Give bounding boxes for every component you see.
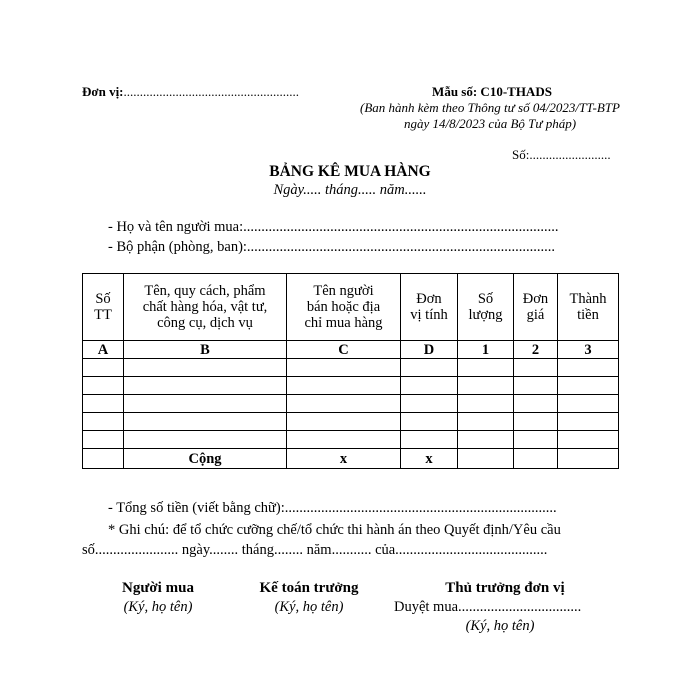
table-cell: [458, 359, 514, 377]
table-cell: [458, 431, 514, 449]
head-approve-line: Duyệt mua..................................: [394, 599, 582, 615]
total-row: [83, 449, 619, 469]
header-cell: Tên người bán hoặc địa chỉ mua hàng: [287, 274, 401, 341]
head-signature-sub: (Ký, họ tên): [465, 618, 535, 634]
total-in-words: - Tổng số tiền (viết bằng chữ):...........................................................................: [108, 500, 557, 516]
table-cell: [83, 431, 124, 449]
department-field: - Bộ phận (phòng, ban):.....................................................................................: [108, 239, 556, 255]
unit-line: [82, 84, 299, 100]
buyer-signature-sub: (Ký, họ tên): [123, 599, 193, 615]
issued-line-1: (Ban hành kèm theo Thông tư số 04/2023/TT-BTP: [360, 100, 620, 115]
buyer-name-field: - Họ và tên người mua:.......................................................................................: [108, 219, 559, 235]
column-code-row: [83, 341, 619, 359]
total-cell: [514, 449, 558, 469]
table-cell: [514, 413, 558, 431]
table-row: [83, 413, 619, 431]
accountant-signature-title: Kế toán trưởng: [259, 580, 359, 596]
title-date: Ngày..... tháng..... năm......: [273, 182, 427, 198]
form-number: Mẫu số: C10-THADS: [432, 84, 552, 99]
table-cell: [287, 431, 401, 449]
table-row: [83, 431, 619, 449]
table-cell: [124, 413, 287, 431]
table-cell: [124, 431, 287, 449]
code-cell: 2: [514, 341, 558, 359]
unit-dots: ......................................................: [123, 84, 300, 99]
table-cell: [83, 377, 124, 395]
table-cell: [83, 413, 124, 431]
table-cell: [287, 395, 401, 413]
table-cell: [287, 413, 401, 431]
table-cell: [558, 395, 619, 413]
header-cell: Thành tiền: [558, 274, 619, 341]
table-row: [83, 377, 619, 395]
head-signature-title: Thủ trưởng đơn vị: [445, 580, 565, 596]
page-title: BẢNG KÊ MUA HÀNG: [269, 163, 431, 180]
total-cell: x: [287, 449, 401, 469]
total-cell: [458, 449, 514, 469]
table-cell: [558, 377, 619, 395]
table-cell: [558, 359, 619, 377]
table-cell: [287, 377, 401, 395]
table-cell: [83, 395, 124, 413]
buyer-signature-title: Người mua: [122, 580, 194, 596]
table-cell: [124, 359, 287, 377]
note-line-1: * Ghi chú: để tổ chức cưỡng chế/tổ chức thi hành án theo Quyết định/Yêu cầu: [108, 522, 561, 538]
table-cell: [558, 413, 619, 431]
header-cell: Số lượng: [458, 274, 514, 341]
table-cell: [401, 431, 458, 449]
issued-line-2: ngày 14/8/2023 của Bộ Tư pháp): [403, 116, 577, 131]
table-cell: [514, 395, 558, 413]
purchase-table: [82, 273, 619, 469]
table-cell: [558, 431, 619, 449]
table-row: [83, 395, 619, 413]
code-cell: A: [83, 341, 124, 359]
code-cell: 1: [458, 341, 514, 359]
code-cell: B: [124, 341, 287, 359]
table-cell: [124, 395, 287, 413]
header-cell: Tên, quy cách, phẩm chất hàng hóa, vật tư, công cụ, dịch vụ: [124, 274, 287, 341]
table-cell: [458, 413, 514, 431]
total-cell: [558, 449, 619, 469]
table-cell: [514, 431, 558, 449]
note-line-2: số....................... ngày........ tháng........ năm........... của..........................................: [82, 542, 548, 558]
table-cell: [124, 377, 287, 395]
table-header-row: [83, 274, 619, 341]
table-row: [83, 359, 619, 377]
header-cell: Đơn giá: [514, 274, 558, 341]
table-cell: [514, 359, 558, 377]
table-cell: [83, 359, 124, 377]
total-cell: [83, 449, 124, 469]
code-cell: D: [401, 341, 458, 359]
table-cell: [514, 377, 558, 395]
table-cell: [401, 413, 458, 431]
document-number: Số:.........................: [512, 147, 611, 162]
table-cell: [458, 377, 514, 395]
header-cell: Đơn vị tính: [401, 274, 458, 341]
table-cell: [401, 395, 458, 413]
accountant-signature-sub: (Ký, họ tên): [274, 599, 344, 615]
header-cell: Số TT: [83, 274, 124, 341]
table-cell: [401, 359, 458, 377]
unit-label: Đơn vị:: [82, 84, 124, 99]
code-cell: 3: [558, 341, 619, 359]
table-cell: [287, 359, 401, 377]
total-cell: x: [401, 449, 458, 469]
table-cell: [401, 377, 458, 395]
code-cell: C: [287, 341, 401, 359]
table-cell: [458, 395, 514, 413]
total-label: Cộng: [124, 449, 287, 469]
